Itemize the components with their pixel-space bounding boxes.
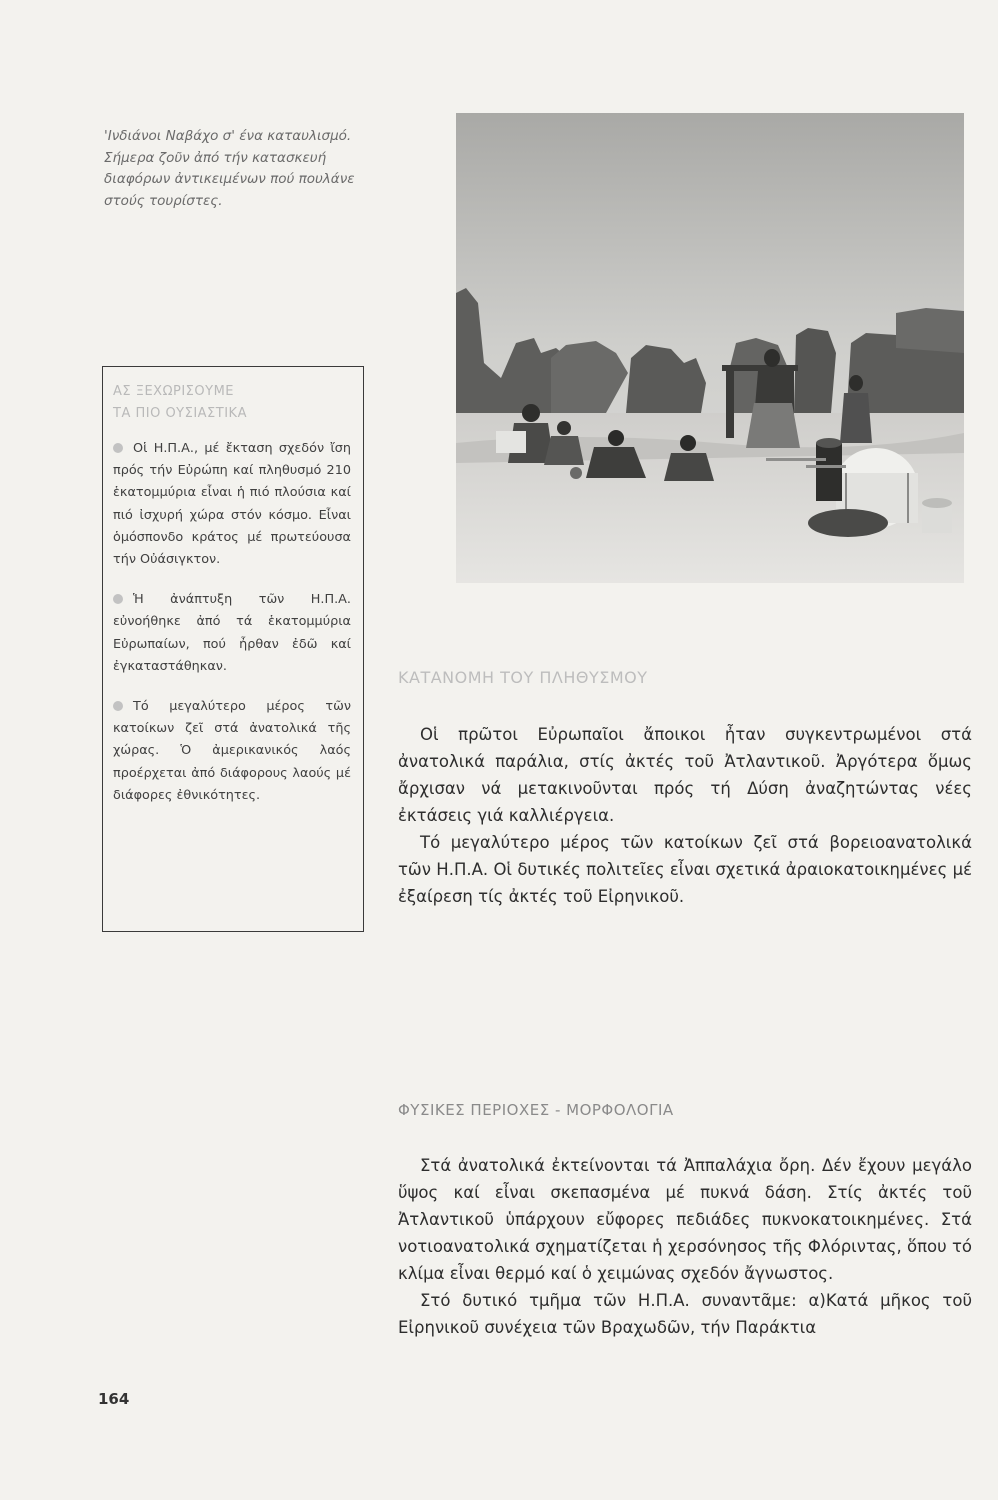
bullet-dot-icon <box>113 594 123 604</box>
section-body-population <box>398 721 972 910</box>
summary-bullet-text: Τό μεγαλύτερο μέρος τῶν κατοίκων ζεῖ στά ἀνατολικά τῆς χώρας. Ὁ ἀμερικανικός λαός προέρχεται ἀπό διάφορους λαούς μέ διάφορες ἐθνικότητες. <box>113 699 351 803</box>
navajo-camp-photo <box>456 113 964 583</box>
photo-illustration <box>456 113 964 583</box>
paragraph: Στά ἀνατολικά ἐκτείνονται τά Ἀππαλάχια ὄρη. Δέν ἔχουν μεγάλο ὕψος καί εἶναι σκεπασμένα μέ πυκνά δάση. Στίς ἀκτές τοῦ Ἀτλαντικοῦ ὑπάρχουν εὔφορες πεδιάδες πυκνοκατοικημένες. Στά νοτιοανατολικά σχηματίζεται ἡ χερσόνησος τῆς Φλόριντας, ὅπου τό κλίμα εἶναι θερμό καί ὁ χειμώνας σχεδόν ἄγνωστος. <box>398 1156 972 1283</box>
section-heading-population: ΚΑΤΑΝΟΜΗ ΤΟΥ ΠΛΗΘΥΣΜΟΥ <box>398 668 648 687</box>
summary-title-line-1: ΑΣ ΞΕΧΩΡΙΣΟΥΜΕ <box>113 384 234 399</box>
paragraph: Οἱ πρῶτοι Εὐρωπαῖοι ἄποικοι ἦταν συγκεντρωμένοι στά ἀνατολικά παράλια, στίς ἀκτές τοῦ Ἀτλαντικοῦ. Ἀργότερα ὅμως ἄρχισαν νά μετακινοῦνται πρός τή Δύση ἀναζητώντας νέες ἐκτάσεις γιά καλλιέργεια. <box>398 725 972 825</box>
summary-bullet-3 <box>113 696 355 807</box>
paragraph: Τό μεγαλύτερο μέρος τῶν κατοίκων ζεῖ στά βορειοανατολικά τῶν Η.Π.Α. Οἱ δυτικές πολιτεῖες εἶναι σχετικά ἀραιοκατοικημένες μέ ἐξαίρεση τίς ἀκτές τοῦ Εἰρηνικοῦ. <box>398 833 972 906</box>
section-heading-morphology: ΦΥΣΙΚΕΣ ΠΕΡΙΟΧΕΣ - ΜΟΡΦΟΛΟΓΙΑ <box>398 1101 674 1119</box>
summary-bullet-text: Οἱ Η.Π.Α., μέ ἔκταση σχεδόν ἴση πρός τήν Εὐρώπη καί πληθυσμό 210 ἑκατομμύρια εἶναι ἡ πιό πλούσια καί πιό ἰσχυρή χώρα στόν κόσμο. Εἶναι ὁμόσπονδο κράτος μέ πρωτεύουσα τήν Οὐάσιγκτον. <box>113 441 351 568</box>
summary-title-line-2: ΤΑ ΠΙΟ ΟΥΣΙΑΣΤΙΚΑ <box>113 406 247 421</box>
summary-box-title <box>113 381 355 425</box>
bullet-dot-icon <box>113 443 123 453</box>
bullet-dot-icon <box>113 701 123 711</box>
page-number: 164 <box>98 1390 130 1408</box>
paragraph: Στό δυτικό τμῆμα τῶν Η.Π.Α. συναντᾶμε: α)Κατά μῆκος τοῦ Εἰρηνικοῦ συνέχεια τῶν Βραχωδῶν, τήν Παράκτια <box>398 1291 972 1337</box>
photo-caption: 'Ινδιάνοι Ναβάχο σ' ένα καταυλισμό. Σήμερα ζοῦν ἀπό τήν κατασκευή διαφόρων ἀντικειμένων πού πουλάνε στούς τουρίστες. <box>104 128 355 209</box>
summary-box <box>102 366 364 932</box>
summary-bullet-1 <box>113 438 355 571</box>
summary-bullet-text: Ἡ ἀνάπτυξη τῶν Η.Π.Α. εὐνοήθηκε ἀπό τά ἑκατομμύρια Εὐρωπαίων, πού ἦρθαν ἐδῶ καί ἐγκαταστάθηκαν. <box>113 592 351 674</box>
section-body-morphology <box>398 1152 972 1341</box>
summary-bullet-2 <box>113 589 355 678</box>
